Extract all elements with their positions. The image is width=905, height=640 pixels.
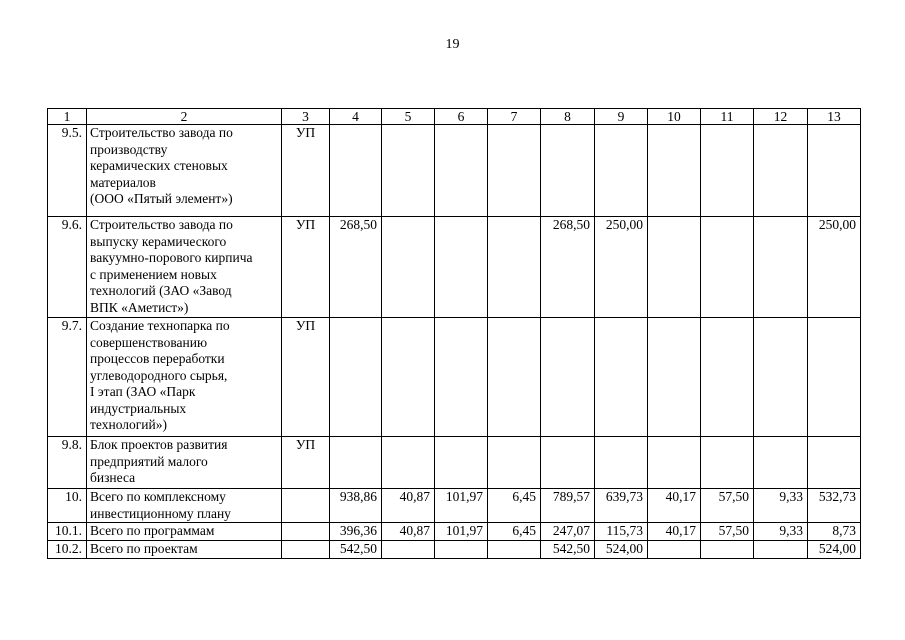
value-cell-col-6: [435, 437, 488, 489]
column-number-8: 8: [541, 109, 595, 125]
column-number-2: 2: [87, 109, 282, 125]
value-cell-col-4: [330, 437, 382, 489]
column-number-3: 3: [282, 109, 330, 125]
row-description: Создание технопарка по совершенствованию процессов переработки углеводородного сырья, I этап (ЗАО «Парк индустриальных технологий»): [87, 318, 282, 437]
value-cell-col-11: [701, 125, 754, 217]
value-cell-col-7: 6,45: [488, 489, 541, 523]
value-cell-col-13: [808, 318, 861, 437]
table-row: [48, 523, 861, 541]
row-type-code: [282, 489, 330, 523]
value-cell-col-12: 9,33: [754, 523, 808, 541]
value-cell-col-11: [701, 217, 754, 318]
value-cell-col-7: [488, 125, 541, 217]
value-cell-col-10: [648, 541, 701, 559]
column-number-6: 6: [435, 109, 488, 125]
value-cell-col-4: 542,50: [330, 541, 382, 559]
table-row: [48, 318, 861, 437]
row-number: 9.8.: [48, 437, 87, 489]
value-cell-col-8: 789,57: [541, 489, 595, 523]
value-cell-col-5: [382, 217, 435, 318]
value-cell-col-6: [435, 217, 488, 318]
row-number: 10.2.: [48, 541, 87, 559]
row-type-code: УП: [282, 437, 330, 489]
row-description: Блок проектов развития предприятий малого бизнеса: [87, 437, 282, 489]
value-cell-col-9: [595, 318, 648, 437]
value-cell-col-9: 639,73: [595, 489, 648, 523]
value-cell-col-5: [382, 437, 435, 489]
row-number: 10.1.: [48, 523, 87, 541]
value-cell-col-6: 101,97: [435, 489, 488, 523]
value-cell-col-9: 250,00: [595, 217, 648, 318]
value-cell-col-10: 40,17: [648, 489, 701, 523]
column-number-10: 10: [648, 109, 701, 125]
table-row: [48, 217, 861, 318]
column-number-9: 9: [595, 109, 648, 125]
value-cell-col-13: 524,00: [808, 541, 861, 559]
value-cell-col-12: [754, 125, 808, 217]
table-row: [48, 125, 861, 217]
column-number-row: [48, 109, 861, 125]
row-description: Всего по программам: [87, 523, 282, 541]
value-cell-col-8: [541, 125, 595, 217]
row-description: Всего по проектам: [87, 541, 282, 559]
value-cell-col-5: 40,87: [382, 523, 435, 541]
page-number: 19: [445, 37, 460, 52]
value-cell-col-9: [595, 125, 648, 217]
value-cell-col-11: [701, 437, 754, 489]
row-type-code: УП: [282, 217, 330, 318]
value-cell-col-9: [595, 437, 648, 489]
value-cell-col-6: [435, 125, 488, 217]
table-row: [48, 437, 861, 489]
value-cell-col-8: [541, 318, 595, 437]
value-cell-col-4: [330, 318, 382, 437]
value-cell-col-7: [488, 217, 541, 318]
value-cell-col-6: [435, 318, 488, 437]
value-cell-col-12: 9,33: [754, 489, 808, 523]
value-cell-col-12: [754, 541, 808, 559]
value-cell-col-8: 542,50: [541, 541, 595, 559]
column-number-13: 13: [808, 109, 861, 125]
value-cell-col-11: [701, 541, 754, 559]
value-cell-col-7: [488, 437, 541, 489]
column-number-7: 7: [488, 109, 541, 125]
column-number-11: 11: [701, 109, 754, 125]
value-cell-col-13: [808, 125, 861, 217]
row-number: 9.7.: [48, 318, 87, 437]
value-cell-col-10: [648, 437, 701, 489]
value-cell-col-13: 250,00: [808, 217, 861, 318]
row-type-code: УП: [282, 125, 330, 217]
value-cell-col-10: [648, 217, 701, 318]
value-cell-col-13: [808, 437, 861, 489]
column-number-12: 12: [754, 109, 808, 125]
table-row: [48, 541, 861, 559]
value-cell-col-5: [382, 318, 435, 437]
value-cell-col-13: 532,73: [808, 489, 861, 523]
column-number-4: 4: [330, 109, 382, 125]
value-cell-col-11: 57,50: [701, 523, 754, 541]
value-cell-col-4: 268,50: [330, 217, 382, 318]
row-number: 9.5.: [48, 125, 87, 217]
column-number-1: 1: [48, 109, 87, 125]
value-cell-col-12: [754, 318, 808, 437]
row-description: Строительство завода по выпуску керамического вакуумно-порового кирпича с применением новых технологий (ЗАО «Завод ВПК «Аметист»): [87, 217, 282, 318]
row-number: 9.6.: [48, 217, 87, 318]
value-cell-col-8: 247,07: [541, 523, 595, 541]
row-number: 10.: [48, 489, 87, 523]
value-cell-col-4: [330, 125, 382, 217]
value-cell-col-12: [754, 437, 808, 489]
value-cell-col-5: 40,87: [382, 489, 435, 523]
value-cell-col-13: 8,73: [808, 523, 861, 541]
value-cell-col-10: 40,17: [648, 523, 701, 541]
column-number-5: 5: [382, 109, 435, 125]
value-cell-col-7: [488, 541, 541, 559]
value-cell-col-8: 268,50: [541, 217, 595, 318]
value-cell-col-6: 101,97: [435, 523, 488, 541]
value-cell-col-10: [648, 318, 701, 437]
row-description: Строительство завода по производству керамических стеновых материалов (ООО «Пятый элемент»): [87, 125, 282, 217]
value-cell-col-9: 524,00: [595, 541, 648, 559]
table-row: [48, 489, 861, 523]
value-cell-col-12: [754, 217, 808, 318]
row-description: Всего по комплексному инвестиционному плану: [87, 489, 282, 523]
value-cell-col-11: 57,50: [701, 489, 754, 523]
value-cell-col-8: [541, 437, 595, 489]
value-cell-col-11: [701, 318, 754, 437]
value-cell-col-7: 6,45: [488, 523, 541, 541]
row-type-code: УП: [282, 318, 330, 437]
value-cell-col-4: 396,36: [330, 523, 382, 541]
value-cell-col-9: 115,73: [595, 523, 648, 541]
value-cell-col-7: [488, 318, 541, 437]
row-type-code: [282, 523, 330, 541]
value-cell-col-10: [648, 125, 701, 217]
investment-plan-table: [47, 108, 861, 559]
value-cell-col-5: [382, 125, 435, 217]
value-cell-col-5: [382, 541, 435, 559]
row-type-code: [282, 541, 330, 559]
value-cell-col-4: 938,86: [330, 489, 382, 523]
value-cell-col-6: [435, 541, 488, 559]
